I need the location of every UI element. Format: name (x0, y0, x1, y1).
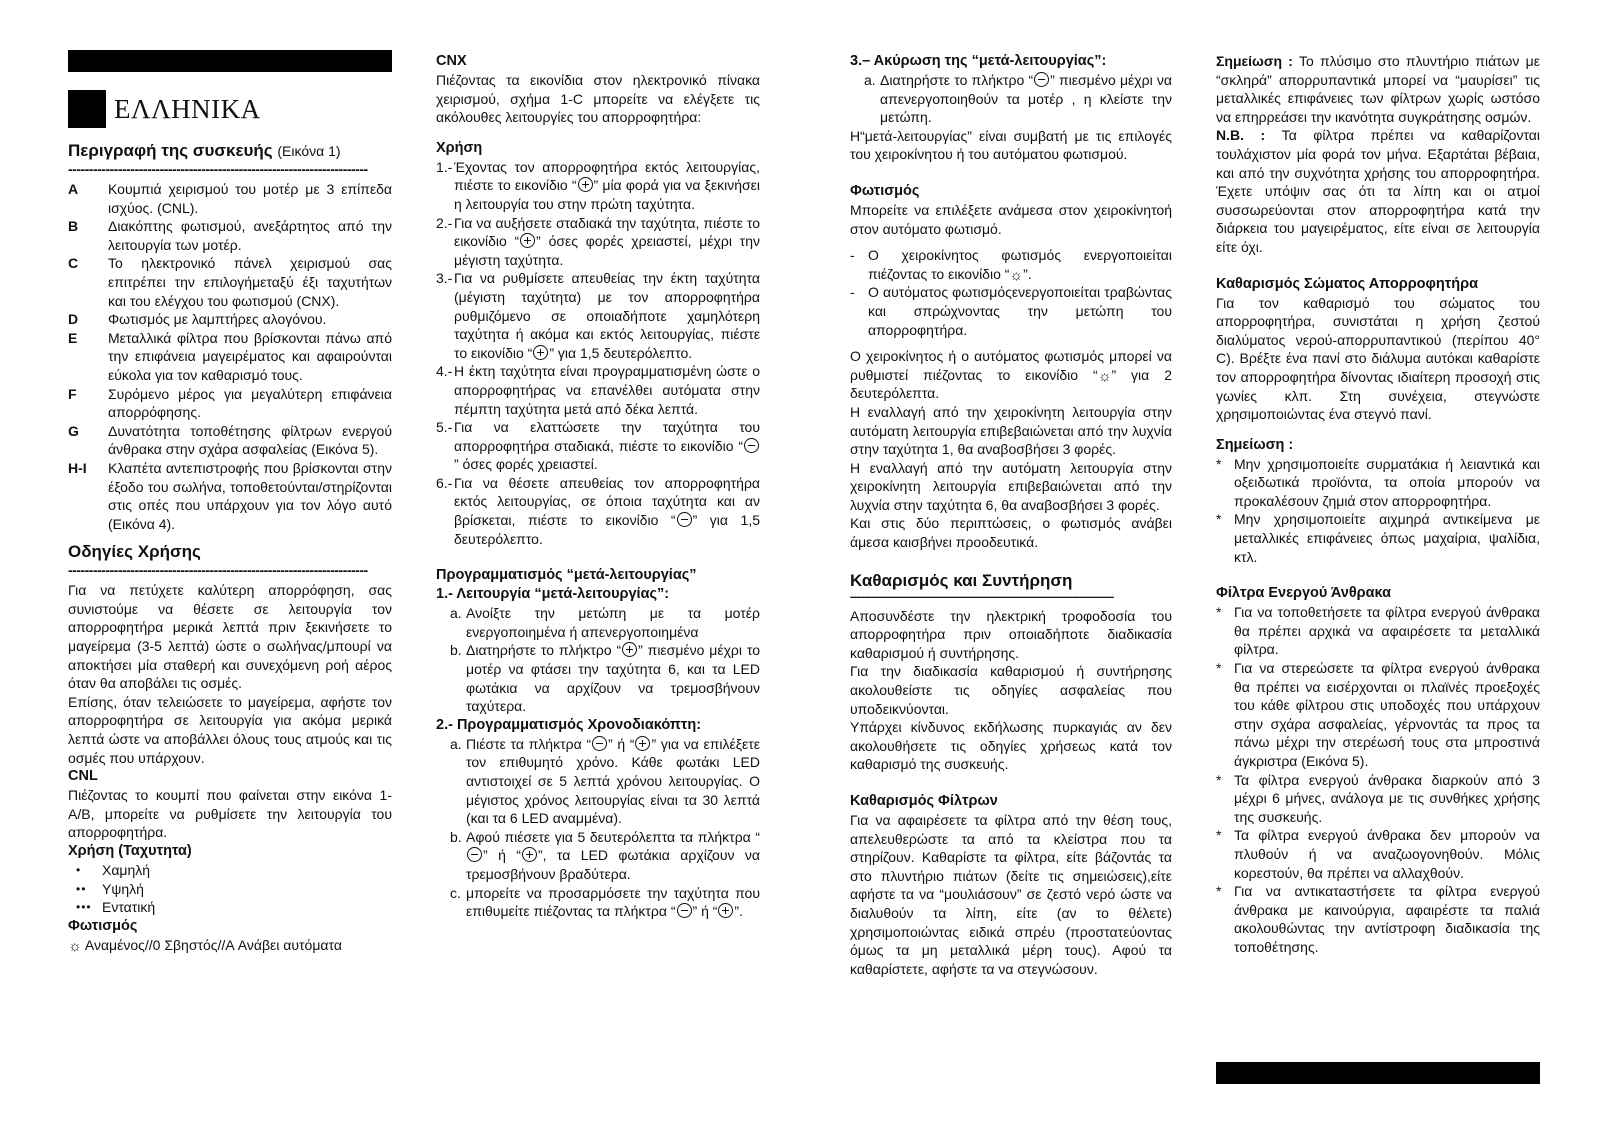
item-text (466, 828, 760, 884)
minus-icon (677, 512, 692, 527)
column-1 (68, 50, 392, 954)
item-text-a: Ο αυτόματος φωτισμόςενεργοποιείται τραβώντας και σπρώχνοντας την μετώπη του απορροφητήρα. (868, 284, 1172, 338)
use-steps-list (436, 158, 760, 548)
item-text-a: Έχοντας τον απορροφητήρα εκτός λειτουργίας, πιέστε το εικονίδιο “ (454, 158, 760, 194)
body-cleaning-title: Καθαρισμός Σώματος Απορροφητήρα (1216, 275, 1478, 292)
definition-item (68, 422, 392, 459)
speed-list (68, 861, 392, 917)
list-item (436, 362, 760, 418)
item-text-a: Για να ελαττώσετε την ταχύτητα του απορροφητήρα σταδιακά, πιέστε το εικονίδιο “ (454, 419, 760, 454)
item-text (454, 158, 760, 214)
usage-paragraph-1: Για να πετύχετε καλύτερη απορρόφηση, σας συνιστούμε να θέσετε σε λειτουργία τον απορροφητήρα μερικά λεπτά πριν ξεκινήσετε το μαγείρεμα (3-5 λεπτά) ώστε ο σωλήνας/μπουρί να αποκτήσει μία σταθερή και συνεχόμενη ροή αέρος όταν θα αποβάλει τις οσμές. (68, 582, 392, 692)
speed-dots: •• (76, 881, 87, 896)
speed-dots: • (76, 863, 82, 878)
definition-key: C (68, 255, 79, 272)
column-3 (850, 52, 1172, 978)
item-text: Για να αντικαταστήσετε τα φίλτρα ενεργού άνθρακα με καινούργια, αφαιρέστε τα παλιά ακολουθώντας την αντίστροφη διαδικασία της τοποθέτησης. (1234, 883, 1540, 955)
item-number: 4.- (436, 363, 453, 380)
filters-title: Καθαρισμός Φίλτρων (850, 793, 998, 809)
item-text (880, 71, 1172, 127)
item-number: 2.- (436, 214, 453, 231)
item-text-b: ” για να επιλέξετε τον επιθυμητό χρόνο. Κάθε φωτάκι LED αντιστοιχεί σε 5 λεπτά χρόνου λειτουργίας. Ο μέγιστος χρόνος λειτουργίας είναι τα 30 λεπτά (και τα 6 LED αναμμένα). (466, 735, 760, 827)
sun-icon: ☼ (1009, 266, 1024, 284)
definition-key: D (68, 311, 79, 328)
item-text (466, 735, 760, 828)
item-number: 3.- (436, 270, 453, 287)
list-item (1216, 603, 1540, 659)
speed-label: Υψηλή (102, 880, 144, 897)
bullet: * (1216, 455, 1222, 472)
section-title-cleaning: Καθαρισμός και Συντήρηση (850, 570, 1073, 590)
plus-icon (622, 642, 637, 657)
plus-icon (578, 177, 593, 192)
definition-text: Συρόμενο μέρος για μεγαλύτερη επιφάνεια απορρόφησης. (108, 385, 392, 421)
filters-paragraph: Για να αφαιρέσετε τα φίλτρα από την θέση τους, απελευθερώστε τα από τα κλείστρα που τα στηρίζουν. Καθαρίστε τα φίλτρα, είτε βάζοντάς τα στο πλυντήριο πιάτων (δείτε τις σημειώσεις),είτε αφήστε τα να “μουλιάσουν” σε ζεστό νερό ώστε να διαλυθούν τα λίπη, είτε (αν το θέλετε) χρησιμοποιώντας ειδικά σπρέυ (προστατεύοντας όμως τα μη μεταλλικά μέρη τους). Αφού τα καθαρίστετε, αφήστε τα να στεγνώσουν. (850, 812, 1172, 977)
nb-label: N.B. : (1216, 127, 1266, 144)
lighting-mode-line (68, 936, 392, 955)
item-number: 1.- (436, 158, 453, 175)
cleaning-paragraph-1: Αποσυνδέστε την ηλεκτρική τροφοδοσία του απορροφητήρα πριν οποιαδήποτε διαδικασία καθαρισμού ή συντήρησης. (850, 607, 1172, 661)
nb-text: Τα φίλτρα πρέπει να καθαρίζονται τουλάχιστον μία φορά τον μήνα. Εξαρτάται βέβαια, και από την συχνότητα χρήσης του απορροφητήρα. Έχετε υπόψιν σας ότι τα λίπη και οι ατμοί συσσωρεύονται στον απορροφητήρα κατά την διάρκεια του μαγειρέματος, είτε είναι σε λειτουργία είτε όχι. (1216, 127, 1540, 255)
language-title: ΕΛΛΗΝΙΚΑ (114, 93, 261, 124)
item-text (466, 604, 760, 641)
list-item (436, 604, 760, 641)
column-4 (1216, 52, 1540, 957)
note2-title: Σημείωση : (1216, 436, 1294, 453)
list-item (1216, 510, 1540, 566)
item-text-a: Διατηρήστε το πλήκτρο “ (880, 72, 1034, 88)
item-number: c. (450, 884, 461, 901)
language-heading (68, 90, 392, 128)
definition-key: H-I (68, 459, 87, 476)
list-item (850, 246, 1172, 283)
list-item (436, 158, 760, 214)
item-text-b: ” όσες φορές χρειαστεί. (454, 456, 598, 473)
speed-item (68, 880, 392, 899)
item-text-b: ” για 1,5 δευτερόλεπτο. (549, 344, 693, 361)
minus-icon (1034, 72, 1049, 87)
item-text (466, 884, 760, 921)
item-text-m: ” ή “ (692, 903, 718, 920)
lighting-p2-text-b: ” για 2 δευτερόλεπτα. (850, 366, 1172, 402)
plus-icon (522, 847, 537, 862)
item-text-b: ” πιεσμένο μέχρι να απενεργοποιηθούν τα μοτέρ , η κλείστε την μετώπη. (880, 72, 1172, 126)
speed-item (68, 861, 392, 880)
sun-icon: ☼ (68, 937, 82, 955)
minus-icon (744, 438, 759, 453)
description-title-text: Περιγραφή της συσκευής (68, 141, 273, 160)
item-text-b: ” όσες φορές χρειαστεί, μέχρι την μέγιστη ταχύτητα. (454, 233, 760, 268)
list-item (436, 735, 760, 828)
cleaning-paragraph-3: Υπάρχει κίνδυνος εκδήλωσης πυρκαγιάς αν δεν ακολουθήσετε τις οδηγίες χρήσεως κατά τον καθαρισμό της συσκευής. (850, 719, 1172, 773)
item-text (454, 362, 760, 418)
item-text (454, 418, 760, 474)
item-text: Μην χρησιμοποιείτε συρματάκια ή λειαντικά και οξειδωτικά προϊόντα, τα οποία μπορούν να προκαλέσουν ζημιά στον απορροφητήρα. (1234, 455, 1540, 509)
program-title: Προγραμματισμός “μετά-λειτουργίας” (436, 567, 697, 584)
lighting-paragraph-5: Και στις δύο περιπτώσεις, ο φωτισμός ανάβει άμεσα καισβήνει προοδευτικά. (850, 515, 1172, 551)
definition-text: Φωτισμός με λαμπτήρες αλογόνου. (108, 311, 327, 328)
item-number: 5.- (436, 419, 453, 436)
definition-text: Κλαπέτα αντεπιστροφής που βρίσκονται στην έξοδο του σωλήνα, τοποθετούνται/στηρίζονται στις οπές που υπάρχουν για τον λόγο αυτό (Εικόνα 4). (108, 459, 392, 532)
cancel-step (850, 71, 1172, 127)
definition-item (68, 310, 392, 329)
definition-item (68, 180, 392, 217)
note-label: Σημείωση : (1216, 53, 1293, 69)
column-2 (436, 52, 760, 921)
definition-item (68, 217, 392, 254)
bullet: * (1216, 660, 1222, 677)
definition-key: B (68, 218, 79, 235)
plus-icon (520, 233, 535, 248)
cancel-title: 3.– Ακύρωση της “μετά-λειτουργίας”: (850, 53, 1107, 69)
item-text-a: Για να θέσετε απευθείας τον απορροφητήρα εκτός λειτουργίας, σε όποια ταχύτητα και αν βρίσκεται, πιέστε το εικονίδιο “ (454, 474, 760, 529)
plus-icon (718, 903, 733, 918)
lighting-paragraph-4: Η εναλλαγή από την αυτόματη λειτουργία στην χειροκίνητη λειτουργία επιβεβαιώνεται από την λυχνία στην ταχύτητα 6, θα αναβοσβήσει 3 φορές. (850, 459, 1172, 513)
item-text-a: Για να ρυθμίσετε απευθείας την έκτη ταχύτητα (μέγιστη ταχύτητα) με τον απορροφητήρα ρυθμιζόμενο σε οποιαδήποτε χαμηλότερη ταχύτητα ή ακόμα και εκτός λειτουργίας, πιέστε το εικονίδιο “ (454, 270, 760, 361)
item-number: a. (450, 605, 462, 622)
cnl-paragraph: Πιέζοντας το κουμπί που φαίνεται στην εικόνα 1-A/B, μπορείτε να ρυθμίσετε την λειτουργία του απορροφητήρα. (68, 787, 392, 841)
cnx-paragraph: Πιέζοντας τα εικονίδια στον ηλεκτρονικό πίνακα χειρισμού, σχήμα 1-C μπορείτε να ελέγξετε τις ακόλουθες λειτουργίες του απορροφητήρα: (436, 72, 760, 126)
speed-label: Εντατική (102, 899, 156, 916)
minus-icon (467, 847, 482, 862)
definition-text: Διακόπτης φωτισμού, ανεξάρτητος από την λειτουργία των μοτέρ. (108, 218, 392, 253)
dashed-divider: ------------------------------------------------------------------------ (68, 563, 368, 578)
list-item (850, 71, 1172, 127)
definition-key: A (68, 181, 79, 197)
cleaning-paragraph-2: Για την διαδικασία καθαρισμού ή συντήρησης ακολουθείστε τις οδηγίες ασφαλείας που υποδεικνύονται. (850, 663, 1172, 717)
dashed-divider: ------------------------------------------------------------------------ (68, 162, 368, 176)
item-number: b. (450, 828, 462, 845)
item-text (454, 269, 760, 362)
lighting-mode-text: Αναμένος//0 Σβηστός//A Ανάβει αυτόματα (84, 936, 342, 953)
speed-dots: ••• (76, 900, 92, 915)
list-item (1216, 771, 1540, 827)
lighting-title: Φωτισμός (68, 917, 138, 934)
lighting-p2-text-a: Ο χειροκίνητος ή ο αυτόματος φωτισμός μπορεί να ρυθμιστεί πιέζοντας το εικονίδιο “ (850, 348, 1172, 383)
item-text-b: ” μία φορά για να ξεκινήσει η λειτουργία του στην πρώτη ταχύτητα. (454, 177, 761, 212)
list-item (436, 828, 760, 884)
program-step2-list (436, 735, 760, 921)
item-text-a: μπορείτε να προσαρμόσετε την ταχύτητα που επιθυμείτε πιέζοντας τα πλήκτρα “ (466, 884, 760, 920)
item-text-a: Ανοίξτε την μετώπη με τα μοτέρ ενεργοποιημένα ή απενεργοποιημένα (466, 605, 760, 640)
item-text-b: ” για 1,5 δευτερόλεπτο. (454, 512, 760, 547)
item-text: Για να τοποθετήσετε τα φίλτρα ενεργού άνθρακα θα πρέπει αρχικά να αφαιρέσετε τα μεταλλικά φίλτρα. (1234, 604, 1540, 658)
cnl-title: CNL (68, 768, 98, 785)
lighting-list (850, 246, 1172, 339)
item-number: a. (864, 72, 876, 88)
definition-item (68, 459, 392, 533)
bullet: * (1216, 511, 1222, 528)
minus-icon (592, 736, 607, 751)
header-black-bar (68, 50, 392, 72)
footer-black-bar (1216, 1062, 1540, 1084)
item-text-a: Διατηρήστε το πλήκτρο “ (466, 642, 622, 659)
program-step1-title: 1.- Λειτουργία “μετά-λειτουργίας”: (436, 586, 670, 603)
item-text: Μην χρησιμοποιείτε αιχμηρά αντικείμενα με μεταλλικές επιφάνειες όπως μαχαίρια, ψαλίδια, κτλ. (1234, 511, 1540, 565)
item-text (454, 214, 760, 270)
body-cleaning-paragraph: Για τον καθαρισμό του σώματος του απορροφητήρα, συνιστάται η χρήση ζεστού διαλύματος νερού-απορρυπαντικού (περίπου 40° C). Βρέξτε ένα πανί στο διάλυμα αυτόκαι καθαρίστε τον απορροφητήρα δίνοντας ιδιαίτερη προσοχή στις γωνίες κλπ. Στη συνέχεια, στεγνώστε χρησιμοποιώντας ένα στεγνό πανί. (1216, 294, 1540, 423)
carbon-filters-list (1216, 603, 1540, 956)
definition-text: Κουμπιά χειρισμού του μοτέρ με 3 επίπεδα ισχύος. (CNL). (108, 181, 392, 216)
bullet: - (850, 247, 855, 264)
plus-icon (533, 345, 548, 360)
note-paragraph (1216, 52, 1540, 126)
definition-item (68, 385, 392, 422)
lighting-title-2: Φωτισμός (850, 182, 920, 199)
dashed-divider: -------------------------------------------------------------------------------------------- (850, 591, 1114, 603)
bullet: * (1216, 771, 1222, 788)
item-text-m: ” ή “ (608, 735, 635, 752)
note-text: Το πλύσιμο στο πλυντήριο πιάτων με “σκληρά” απορρυπαντικά μπορεί να “μαυρίσει” τις μεταλλικές επιφάνειες των φίλτρων χωρίς ωστόσο να επηρρεάσει την ικανότητα συγκράτησης οσμών. (1216, 53, 1540, 125)
parts-definition-list (68, 180, 392, 533)
list-item (850, 283, 1172, 339)
speed-label: Χαμηλή (102, 862, 151, 878)
definition-key: G (68, 422, 79, 439)
definition-text: Το ηλεκτρονικό πάνελ χειρισμού σας επιτρέπει την επιλογήμεταξύ έξι ταχυτήτων και του ελέγχου του φωτισμού (CNX). (108, 255, 392, 309)
section-title-usage: Οδηγίες Χρήσης (68, 542, 201, 562)
section-title-description (68, 140, 392, 162)
item-text-a: Αφού πιέσετε για 5 δευτερόλεπτα τα πλήκτρα “ (466, 828, 760, 845)
usage-paragraph-2: Επίσης, όταν τελειώσετε το μαγείρεμα, αφήστε τον απορροφητήρα σε λειτουργία για ακόμα μερικά λεπτά ώστε να αποβάλλει όλους τους ατμούς και τις οσμές που υπάρχουν. (68, 693, 392, 766)
item-text-a: Ο χειροκίνητος φωτισμός ενεργοποιείται πιέζοντας το εικονίδιο “ (868, 247, 1172, 282)
definition-item (68, 254, 392, 310)
item-text-b: ”, τα LED φωτάκια αρχίζουν να τρεμοσβήνουν βραδύτερα. (466, 847, 760, 882)
nb-paragraph (1216, 126, 1540, 256)
item-number: b. (450, 642, 462, 659)
item-text-b: ”. (734, 903, 743, 920)
program-step1-list (436, 604, 760, 716)
list-item (436, 269, 760, 362)
list-item (436, 641, 760, 715)
lighting-paragraph-3: Η εναλλαγή από την χειροκίνητη λειτουργία στην αυτόματη λειτουργία επιβεβαιώνεται από την λυχνία στην ταχύτητα 1, θα αναβοσβήσει 3 φορές. (850, 403, 1172, 458)
item-text-b: ” πιεσμένο μέχρι το μοτέρ να φτάσει την ταχύτητα 6, και τα LED φωτάκια να αρχίζουν να τρεμοσβήνουν ταχύτερα. (466, 642, 760, 715)
definition-item (68, 329, 392, 385)
list-item (436, 884, 760, 921)
item-text: Τα φίλτρα ενεργού άνθρακα δεν μπορούν να πλυθούν ή να αναζωογονηθούν. Μόλις κορεστούν, θα πρέπει να αλλαχθούν. (1234, 827, 1540, 881)
item-text (868, 283, 1172, 339)
definition-text: Δυνατότητα τοποθέτησης φίλτρων ενεργού άνθρακα στην σχάρα ασφαλείας (Εικόνα 5). (108, 422, 392, 458)
item-text-b: ”. (1023, 265, 1032, 282)
lighting-paragraph-2 (850, 347, 1172, 403)
bullet: * (1216, 827, 1222, 844)
speed-title: Χρήση (Ταχυτητα) (68, 843, 192, 859)
speed-item (68, 898, 392, 917)
list-item (436, 474, 760, 548)
item-text: Για να στερεώσετε τα φίλτρα ενεργού άνθρακα θα πρέπει να εισέρχονται οι πλαϊνές προεξοχές του κάθε φίλτρου στις υποδοχές που υπάρχουν στην σχάρα ασφαλείας, γέρνοντάς τα προς τα πάνω μέχρι την στερέωσή τους στα μπροστινά άγκριστρα (Εικόνα 5). (1234, 660, 1540, 769)
item-text-a: Πιέστε τα πλήκτρα “ (466, 735, 592, 752)
bullet: * (1216, 604, 1222, 621)
note2-list (1216, 455, 1540, 567)
cnx-title: CNX (436, 53, 467, 69)
plus-icon (635, 736, 650, 751)
item-number: a. (450, 735, 462, 752)
item-text (466, 641, 760, 715)
cancel-paragraph: Η“μετά-λειτουργίας” είναι συμβατή με τις επιλογές του χειροκίνητου ή του αυτόματου φωτισμού. (850, 127, 1172, 163)
item-text (454, 474, 760, 548)
list-item (1216, 826, 1540, 882)
list-item (1216, 659, 1540, 771)
language-marker-square (68, 90, 106, 128)
definition-key: E (68, 329, 78, 346)
definition-text: Μεταλλικά φίλτρα που βρίσκονται πάνω από την επιφάνεια μαγειρέματος και αφαιρούνται εύκολα για τον καθαρισμό τους. (108, 329, 392, 383)
item-text (868, 246, 1172, 283)
item-text-m: ” ή “ (483, 847, 521, 864)
list-item (436, 418, 760, 474)
lighting-paragraph: Μπορείτε να επιλέξετε ανάμεσα στον χειροκίνητοή στον αυτόματο φωτισμό. (850, 201, 1172, 237)
use-title: Χρήση (436, 139, 483, 156)
carbon-filters-title: Φίλτρα Ενεργού Άνθρακα (1216, 585, 1392, 602)
list-item (1216, 455, 1540, 511)
minus-icon (677, 903, 692, 918)
list-item (436, 214, 760, 270)
bullet: - (850, 284, 855, 301)
definition-key: F (68, 385, 77, 402)
list-item (1216, 882, 1540, 956)
item-text-a: Η έκτη ταχύτητα είναι προγραμματισμένη ώστε ο απορροφητήρας να επανέλθει αυτόματα στην πέμπτη ταχύτητα μετά από δέκα λεπτά. (454, 363, 760, 417)
program-step2-title: 2.- Προγραμματισμός Χρονοδιακόπτη: (436, 716, 702, 733)
item-text-a: Για να αυξήσετε σταδιακά την ταχύτητα, πιέστε το εικονίδιο “ (454, 214, 760, 250)
item-text: Τα φίλτρα ενεργού άνθρακα διαρκούν από 3 μέχρι 6 μήνες, ανάλογα με τις συνθήκες χρήσης της συσκευής. (1234, 771, 1540, 825)
description-figure-ref: (Εικόνα 1) (277, 143, 341, 159)
item-number: 6.- (436, 474, 453, 491)
bullet: * (1216, 883, 1222, 900)
sun-icon: ☼ (1097, 367, 1112, 385)
